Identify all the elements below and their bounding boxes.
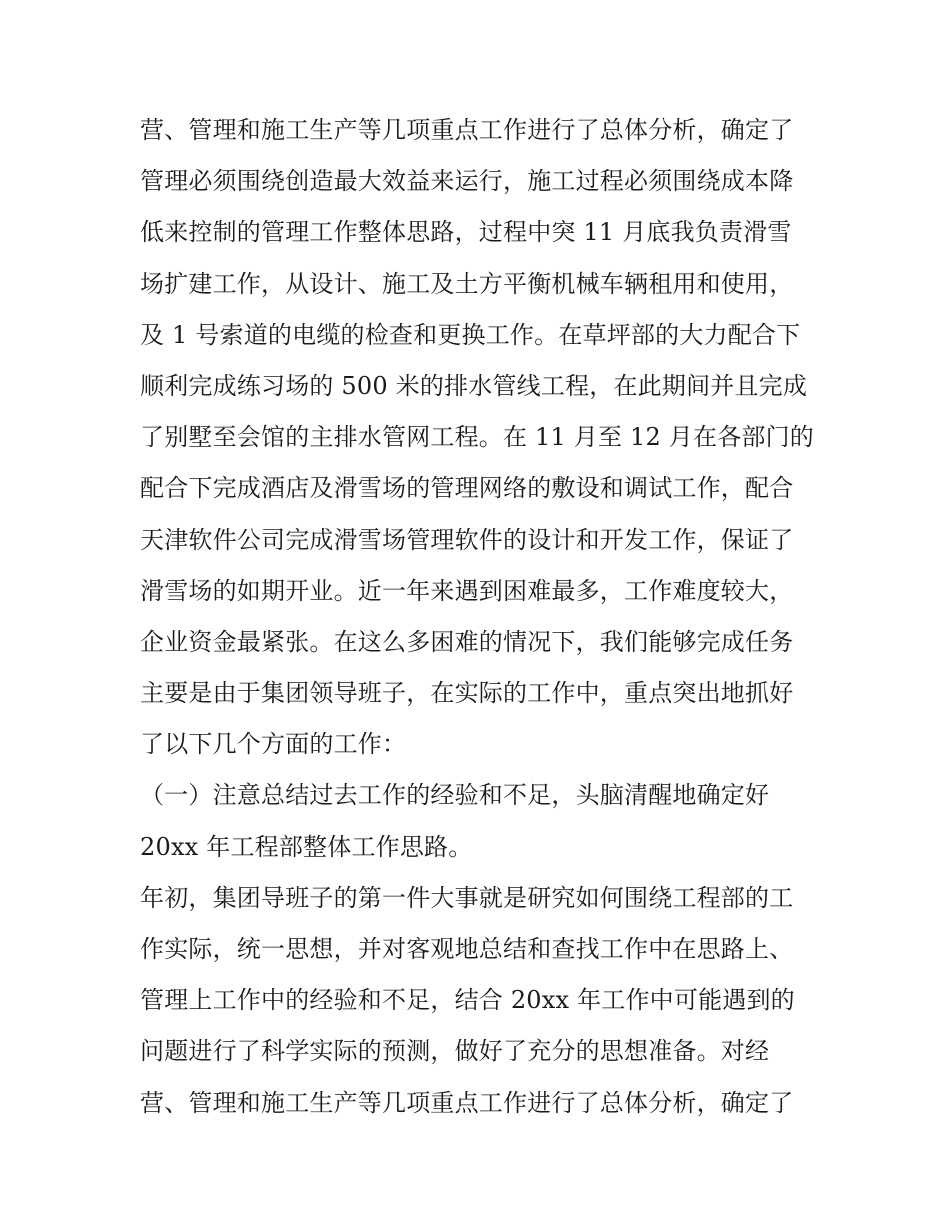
text-line-3: 低来控制的管理工作整体思路，过程中突 11 月底我负责滑雪 (140, 218, 792, 247)
text-line-8: 配合下完成酒店及滑雪场的管理网络的敷设和调试工作，配合 (140, 474, 794, 503)
text-line-6: 顺利完成练习场的 500 米的排水管线工程，在此期间并且完成 (140, 371, 808, 400)
text-line-12: 主要是由于集团领导班子，在实际的工作中，重点突出地抓好 (140, 679, 794, 708)
body-text (140, 105, 820, 1129)
text-line-9: 天津软件公司完成滑雪场管理软件的设计和开发工作，保证了 (140, 525, 794, 554)
text-line-4: 场扩建工作，从设计、施工及土方平衡机械车辆租用和使用， (140, 269, 794, 298)
text-line-2: 管理必须围绕创造最大效益来运行，施工过程必须围绕成本降 (140, 167, 794, 196)
text-line-20: 营、管理和施工生产等几项重点工作进行了总体分析，确定了 (140, 1088, 794, 1117)
text-line-7: 了别墅至会馆的主排水管网工程。在 11 月至 12 月在各部门的 (140, 423, 814, 452)
text-line-18: 管理上工作中的经验和不足，结合 20xx 年工作中可能遇到的 (140, 986, 795, 1015)
text-line-17: 作实际，统一思想，并对客观地总结和查找工作中在思路上、 (140, 935, 794, 963)
text-line-11: 企业资金最紧张。在这么多困难的情况下，我们能够完成任务 (140, 627, 794, 656)
text-line-16: 年初，集团导班子的第一件大事就是研究如何围绕工程部的工 (140, 883, 794, 912)
text-line-1: 营、管理和施工生产等几项重点工作进行了总体分析，确定了 (140, 116, 794, 144)
text-line-13: 了以下几个方面的工作： (140, 730, 407, 759)
section-heading-1: （一）注意总结过去工作的经验和不足，头脑清醒地确定好 (140, 781, 770, 810)
text-line-10: 滑雪场的如期开业。近一年来遇到困难最多，工作难度较大， (140, 576, 794, 605)
section-heading-1-cont: 20xx 年工程部整体工作思路。 (140, 832, 473, 861)
text-line-19: 问题进行了科学实际的预测，做好了充分的思想准备。对经 (140, 1037, 770, 1066)
text-line-5: 及 1 号索道的电缆的检查和更换工作。在草坪部的大力配合下 (140, 320, 801, 349)
